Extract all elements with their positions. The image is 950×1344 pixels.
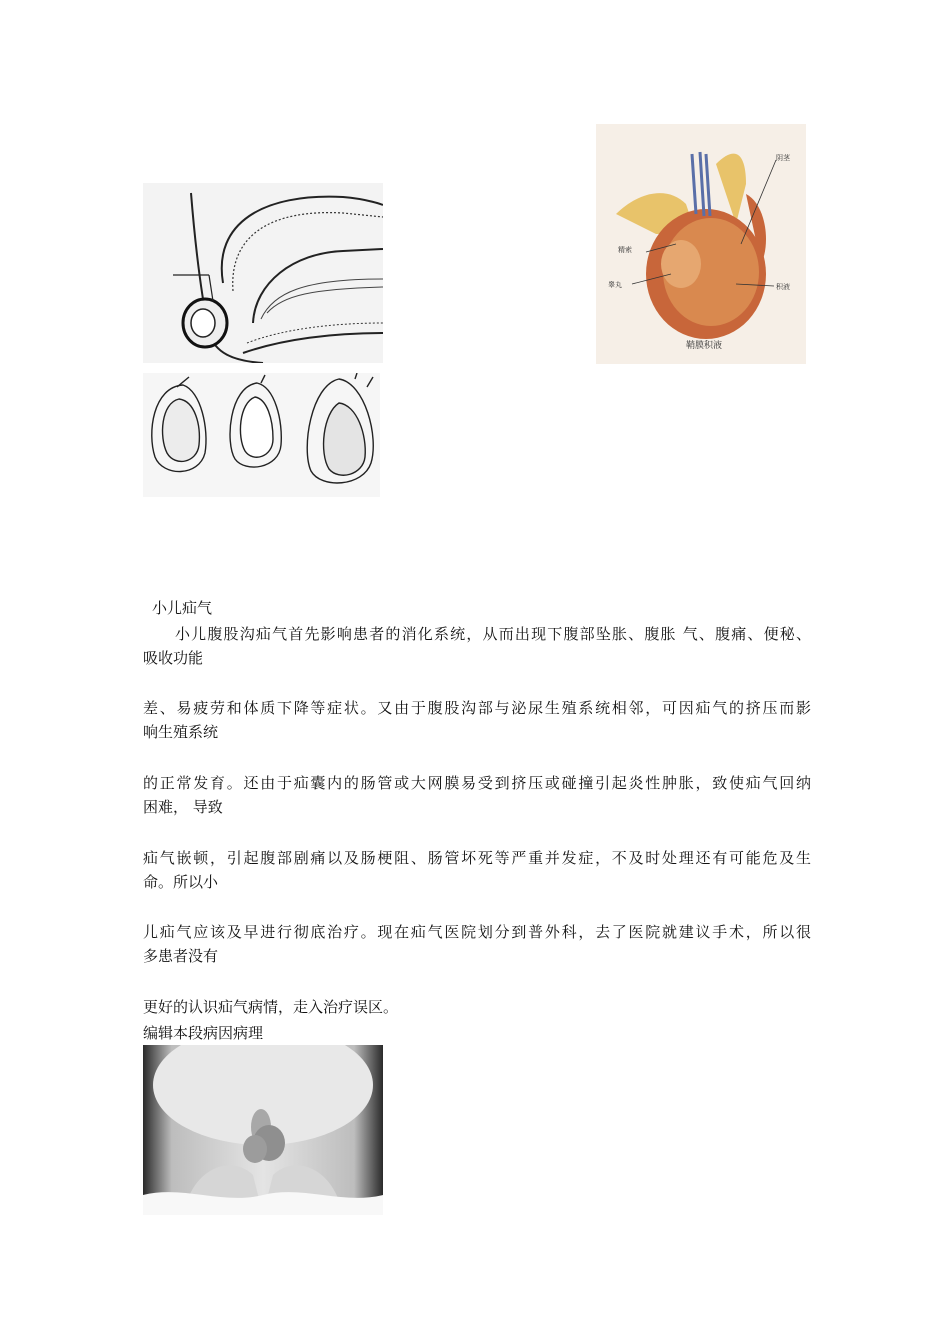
paragraph-line: 命。所以小 (143, 873, 219, 891)
paragraph-line: 差、易疲劳和体质下降等症状。又由于腹股沟部与泌尿生殖系统相邻，可因疝气的挤压而影 (143, 699, 811, 717)
section-title: 小儿疝气 (152, 599, 213, 617)
hydrocele-illustration-drawing (596, 124, 806, 364)
clinical-photo-figure (143, 1045, 383, 1215)
paragraph-line: 吸收功能 (143, 649, 204, 667)
label-testis: 睾丸 (608, 281, 622, 289)
paragraph-line: 多患者没有 (143, 947, 219, 965)
label-penis: 阴茎 (776, 154, 790, 162)
clinical-photo-image (143, 1045, 383, 1215)
paragraph-line: 疝气嵌顿，引起腹部剧痛以及肠梗阻、肠管坏死等严重并发症，不及时处理还有可能危及生 (143, 849, 811, 867)
hernia-stages-drawing (143, 373, 380, 497)
hernia-stages-figure (143, 373, 380, 497)
hernia-diagram-drawing (143, 183, 383, 363)
section-heading-etiology: 编辑本段病因病理 (143, 1024, 264, 1042)
paragraph-line: 更好的认识疝气病情，走入治疗误区。 (143, 998, 399, 1016)
paragraph-line: 响生殖系统 (143, 723, 219, 741)
hernia-diagram-figure (143, 183, 383, 363)
paragraph-block-4 (143, 846, 811, 894)
paragraph-block-2 (143, 696, 811, 744)
label-effusion: 积液 (776, 283, 790, 291)
paragraph-block-1 (143, 622, 811, 670)
label-spermatic-cord: 精索 (618, 246, 632, 254)
paragraph-block-5 (143, 920, 811, 968)
figure-caption: 鞘膜积液 (686, 341, 723, 351)
paragraph-block-3 (143, 771, 811, 819)
paragraph-line: 小儿腹股沟疝气首先影响患者的消化系统，从而出现下腹部坠胀、腹胀 气、腹痛、便秘、 (175, 625, 811, 643)
hydrocele-illustration-figure (596, 124, 806, 364)
paragraph-line: 困难， 导致 (143, 798, 223, 816)
paragraph-line: 的正常发育。还由于疝囊内的肠管或大网膜易受到挤压或碰撞引起炎性肿胀，致使疝气回纳 (143, 774, 811, 792)
paragraph-line: 儿疝气应该及早进行彻底治疗。现在疝气医院划分到普外科，去了医院就建议手术，所以很 (143, 923, 811, 941)
paragraph-block-6 (143, 995, 811, 1019)
